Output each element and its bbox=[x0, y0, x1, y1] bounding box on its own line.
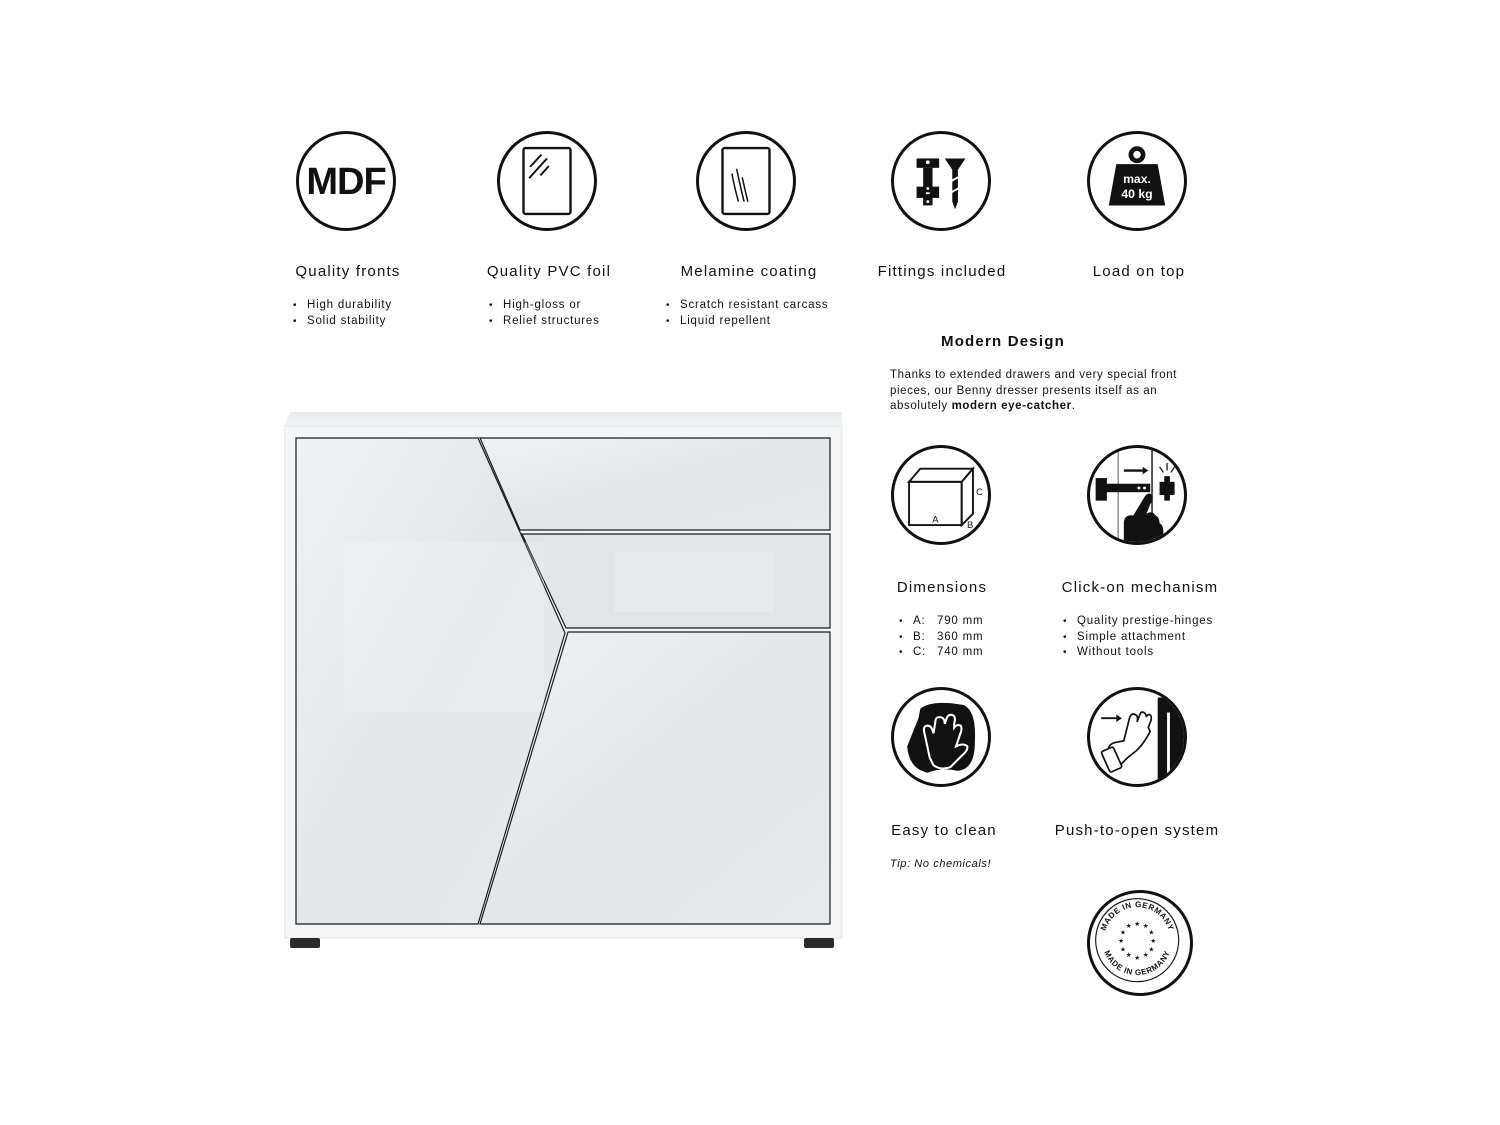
svg-text:★: ★ bbox=[1150, 937, 1157, 945]
feature-title-easy-to-clean: Easy to clean bbox=[891, 822, 997, 839]
bullet-item: • Relief structures bbox=[489, 314, 600, 330]
easy-clean-tip: Tip: No chemicals! bbox=[890, 858, 992, 870]
svg-text:★: ★ bbox=[1118, 937, 1125, 945]
svg-text:★: ★ bbox=[1125, 921, 1132, 930]
cleaning-cloth-hand-icon bbox=[891, 687, 991, 787]
feature-title-fittings-included: Fittings included bbox=[877, 263, 1007, 280]
dimensions-list bbox=[899, 614, 983, 661]
bullet-item: • High-gloss or bbox=[489, 298, 600, 314]
dimension-row-b: • B: 360 mm bbox=[899, 630, 983, 646]
svg-text:C: C bbox=[976, 486, 983, 497]
product-image-dresser bbox=[284, 412, 844, 950]
dimension-row-c: • C: 740 mm bbox=[899, 645, 983, 661]
feature-title-push-to-open: Push-to-open system bbox=[1054, 822, 1220, 839]
feature-title-melamine-coating: Melamine coating bbox=[680, 263, 818, 280]
feature-title-click-on-mechanism: Click-on mechanism bbox=[1061, 579, 1219, 596]
feature-title-quality-pvc-foil: Quality PVC foil bbox=[486, 263, 612, 280]
bullet-item: • Liquid repellent bbox=[666, 314, 828, 330]
cube-dimensions-icon bbox=[891, 445, 991, 545]
click-on-hinge-icon bbox=[1087, 445, 1187, 545]
feature-bullets-quality-pvc-foil bbox=[489, 298, 600, 329]
push-to-open-icon bbox=[1087, 687, 1187, 787]
click-on-bullets bbox=[1063, 614, 1213, 661]
svg-text:★: ★ bbox=[1142, 951, 1149, 960]
svg-text:max.: max. bbox=[1123, 171, 1151, 186]
svg-text:★: ★ bbox=[1142, 921, 1149, 930]
svg-text:A: A bbox=[932, 513, 939, 525]
svg-text:★: ★ bbox=[1120, 945, 1126, 954]
svg-text:★: ★ bbox=[1134, 953, 1141, 962]
bullet-item: • Quality prestige-hinges bbox=[1063, 614, 1213, 630]
svg-text:40 kg: 40 kg bbox=[1121, 186, 1153, 201]
modern-design-text: Thanks to extended drawers and very special front pieces, our Benny dresser presents itself as an absolutely modern eye-catcher. bbox=[890, 369, 1178, 412]
svg-text:★: ★ bbox=[1120, 928, 1126, 937]
hinge-and-screw-icon bbox=[891, 131, 991, 231]
svg-text:★: ★ bbox=[1148, 945, 1155, 954]
feature-bullets-melamine-coating bbox=[666, 298, 828, 329]
bullet-item: • Solid stability bbox=[293, 314, 392, 330]
made-in-germany-badge-icon bbox=[1087, 890, 1193, 996]
bullet-item: • Scratch resistant carcass bbox=[666, 298, 828, 314]
feature-title-load-on-top: Load on top bbox=[1092, 263, 1186, 280]
dimension-row-a: • A: 790 mm bbox=[899, 614, 983, 630]
svg-text:MADE IN GERMANY: MADE IN GERMANY bbox=[1098, 900, 1176, 932]
scratched-panel-icon bbox=[696, 131, 796, 231]
svg-text:★: ★ bbox=[1134, 920, 1141, 929]
feature-title-dimensions: Dimensions bbox=[896, 579, 988, 596]
feature-bullets-quality-fronts bbox=[293, 298, 392, 329]
bullet-item: • High durability bbox=[293, 298, 392, 314]
bullet-item: • Simple attachment bbox=[1063, 630, 1213, 646]
svg-text:★: ★ bbox=[1148, 928, 1155, 937]
feature-title-quality-fronts: Quality fronts bbox=[295, 263, 401, 280]
svg-text:B: B bbox=[967, 518, 974, 530]
bullet-item: • Without tools bbox=[1063, 645, 1213, 661]
svg-text:MADE IN GERMANY: MADE IN GERMANY bbox=[1102, 948, 1172, 978]
weight-icon bbox=[1087, 131, 1187, 231]
mdf-icon: MDF bbox=[296, 131, 396, 231]
svg-text:★: ★ bbox=[1125, 951, 1132, 960]
modern-design-title: Modern Design bbox=[941, 333, 1065, 350]
pvc-foil-panel-icon bbox=[497, 131, 597, 231]
